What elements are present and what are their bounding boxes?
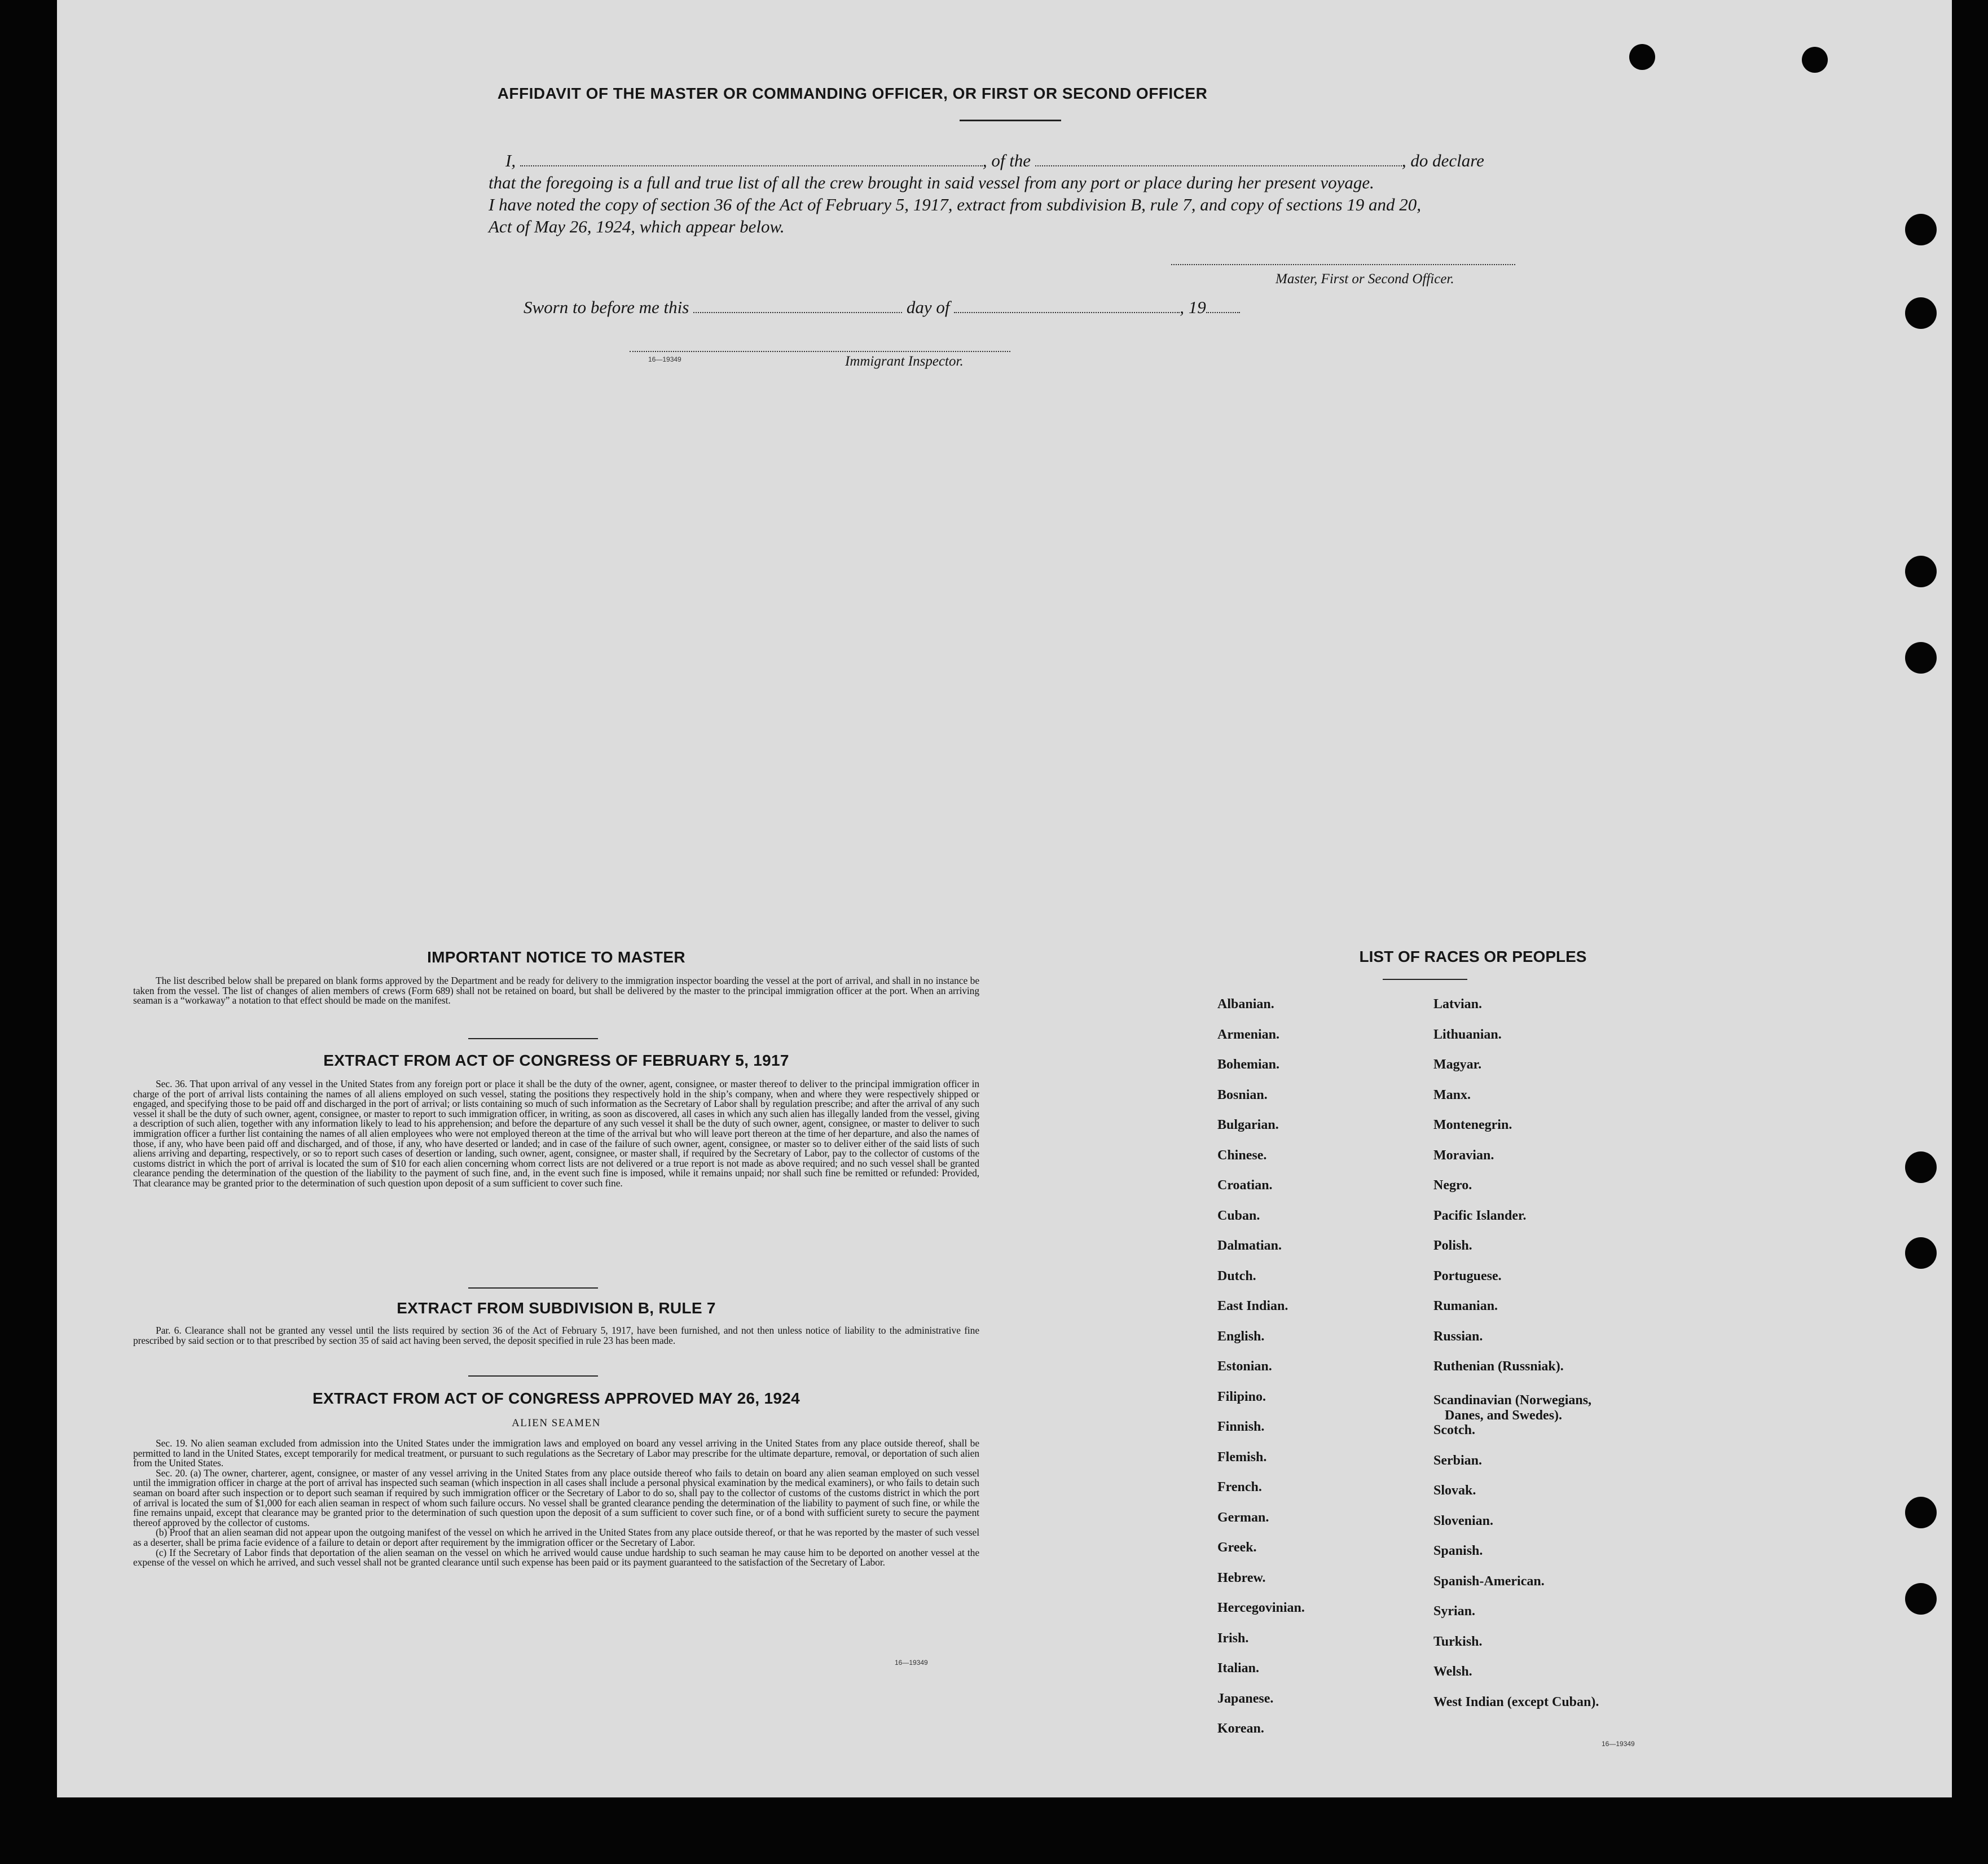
- extract-1917-title: EXTRACT FROM ACT OF CONGRESS OF FEBRUARY 5, 1917: [323, 1052, 789, 1069]
- punch-hole: [1905, 297, 1937, 329]
- punch-hole: [1905, 1497, 1937, 1528]
- race-item: Hebrew.: [1217, 1570, 1266, 1585]
- inspector-label: Immigrant Inspector.: [845, 354, 964, 369]
- race-item: Chinese.: [1217, 1148, 1267, 1163]
- race-item: Flemish.: [1217, 1449, 1267, 1465]
- sworn-prefix: Sworn to before me this: [524, 297, 689, 317]
- form-code: 16—19349: [1602, 1740, 1635, 1748]
- race-item: Filipino.: [1217, 1389, 1266, 1404]
- notice-text: The list described below shall be prepared on blank forms approved by the Department and be ready for delivery to the immigration inspector boarding the vessel at the port of arrival, and shall in no instance be taken from the vessel. The list of changes of alien members of crews (Form 689) shall not be retained on board, but shall be delivered by the master to the principal immigration officer at the port. When an arriving seaman is a “workaway” a notation to that effect should be made on the manifest.: [133, 975, 979, 1006]
- race-item: Bohemian.: [1217, 1057, 1280, 1072]
- race-item: Slovenian.: [1433, 1513, 1494, 1528]
- sworn-month-field[interactable]: [954, 297, 1180, 313]
- extract-1924-text: [133, 1439, 979, 1568]
- section-20b: (b) Proof that an alien seaman did not appear upon the outgoing manifest of the vessel on which he arrived in the United States from any place outside thereof, or that he was reported by the master of such vessel as a deserter, shall be prima facie evidence of a failure to detain or deport after requirement by the immigration officer or the Secretary of Labor.: [133, 1527, 979, 1548]
- affidavit-title: AFFIDAVIT OF THE MASTER OR COMMANDING OFFICER, OR FIRST OR SECOND OFFICER: [497, 85, 1208, 102]
- section-rule: [468, 1287, 598, 1289]
- section-19: Sec. 19. No alien seaman excluded from admission into the United States under the immigration laws and employed on board any vessel arriving in the United States from any place outside thereof, shall be permitted to land in the United States, except temporarily for medical treatment, or pursuant to such regulations as the Secretary of Labor may prescribe for the ultimate departure, removal, or deportation of such alien from the United States.: [133, 1437, 979, 1469]
- master-signature-label: Master, First or Second Officer.: [1276, 271, 1454, 287]
- punch-hole: [1802, 47, 1828, 73]
- race-item: Armenian.: [1217, 1027, 1279, 1042]
- punch-hole: [1905, 642, 1937, 674]
- extract-1924-title: EXTRACT FROM ACT OF CONGRESS APPROVED MAY 26, 1924: [313, 1390, 800, 1407]
- declarant-line: [489, 150, 1594, 172]
- race-item: Spanish-American.: [1433, 1573, 1545, 1589]
- race-item: Welsh.: [1433, 1664, 1472, 1679]
- race-item: French.: [1217, 1480, 1262, 1494]
- section-20c: (c) If the Secretary of Labor finds that deportation of the alien seaman on the vessel on which he arrived would cause undue hardship to such seaman he may cause him to be deported on another vessel at the expense of the vessel on which he arrived, and such vessel shall not be granted clearance until such expense has been paid or its payment guaranteed to the satisfaction of the Secretary of Labor.: [133, 1546, 979, 1568]
- notice-title: IMPORTANT NOTICE TO MASTER: [427, 948, 685, 966]
- race-item: Dalmatian.: [1217, 1238, 1282, 1253]
- race-item: Magyar.: [1433, 1057, 1482, 1072]
- race-item: German.: [1217, 1510, 1269, 1525]
- punch-hole: [1629, 44, 1655, 70]
- vessel-name-field[interactable]: [1035, 151, 1402, 166]
- affidavit-line: I have noted the copy of section 36 of the Act of February 5, 1917, extract from subdivision B, rule 7, and copy of sections 19 and 20,: [489, 195, 1422, 214]
- declarant-name-field[interactable]: [520, 151, 983, 166]
- race-item: Latvian.: [1433, 997, 1483, 1012]
- race-item: Montenegrin.: [1433, 1118, 1512, 1132]
- extract-1917-text: Sec. 36. That upon arrival of any vessel in the United States from any foreign port or place it shall be the duty of the owner, agent, consignee, or master thereof to deliver to the principal immigration officer in charge of the port of arrival lists containing the names of all aliens employed on such vessel, stating the positions they respectively hold in the ship’s company, when and where they were respectively shipped or engaged, and specifying those to be paid off and discharged in the port of arrival; or lists containing so much of such information as the Secretary of Labor shall by regulation prescribe; and after the arrival of any such vessel it shall be the duty of such owner, agent, consignee, or master to report to such immigration officer, in writing, as soon as discovered, all cases in which any such alien has illegally landed from the vessel, giving a description of such alien, together with any information likely to lead to his apprehension; and before the departure of any such vessel it shall be the duty of such owner, agent, consignee, or master to deliver to such immigration officer a further list containing the names of all alien employees who were not employed thereon at the time of the arrival but who will leave port thereon at the time of her departure, and also the names of those, if any, who have been paid off and discharged, and of those, if any, who have deserted or landed; and in case of the failure of such owner, agent, consignee, or master so to deliver either of the said lists of such aliens arriving and departing, respectively, or so to report such cases of desertion or landing, such owner, agent, consignee, or master shall, if required by the Secretary of Labor, pay to the collector of customs of the customs district in which the port of arrival is located the sum of $10 for each alien concerning whom correct lists are not delivered or a true report is not made as above required; and no such vessel shall be granted clearance pending the determination of the question of the liability to the payment of such fine, and, in the event such fine is imposed, while it remains unpaid; nor shall such fine be remitted or refunded: Provided, That clearance may be granted prior to the determination of such question upon deposit of a sum sufficient to cover such fine.: [133, 1078, 979, 1189]
- punch-hole: [1905, 1583, 1937, 1615]
- sworn-line: [489, 296, 1594, 318]
- race-item: English.: [1217, 1329, 1265, 1344]
- race-item: Russian.: [1433, 1329, 1483, 1344]
- race-item: Japanese.: [1217, 1691, 1274, 1706]
- race-item: Ruthenian (Russniak).: [1433, 1359, 1564, 1374]
- race-item: Greek.: [1217, 1540, 1257, 1555]
- declarant-prefix: I,: [505, 151, 516, 170]
- race-item: Bulgarian.: [1217, 1118, 1279, 1132]
- race-item: Irish.: [1217, 1630, 1249, 1646]
- race-item: Slovak.: [1433, 1483, 1476, 1498]
- vessel-prefix: , of the: [982, 151, 1031, 170]
- race-item: Bosnian.: [1217, 1087, 1268, 1102]
- punch-hole: [1905, 1237, 1937, 1269]
- master-signature-field[interactable]: [1171, 264, 1515, 265]
- day-of-label: day of: [906, 297, 950, 317]
- race-item: Korean.: [1217, 1721, 1264, 1736]
- extract-rule7-text: Par. 6. Clearance shall not be granted any vessel until the lists required by section 36 of the Act of February 5, 1917, have been furnished, and not then unless notice of liability to the administrative fine prescribed by said section or to that prescribed by section 35 of said act having been served, the deposit specified in rule 23 has been made.: [133, 1325, 979, 1346]
- race-item: West Indian (except Cuban).: [1433, 1694, 1599, 1709]
- race-item: Danes, and Swedes).: [1445, 1408, 1563, 1423]
- race-item: Dutch.: [1217, 1268, 1256, 1283]
- punch-hole: [1905, 214, 1937, 245]
- race-item: Serbian.: [1433, 1453, 1483, 1468]
- race-item: Polish.: [1433, 1238, 1472, 1253]
- race-item: Scandinavian (Norwegians,: [1433, 1392, 1592, 1408]
- section-rule: [468, 1375, 598, 1377]
- race-item: Rumanian.: [1433, 1299, 1498, 1313]
- race-item: Syrian.: [1433, 1604, 1476, 1619]
- form-code: 16—19349: [648, 355, 681, 363]
- title-rule: [960, 120, 1061, 121]
- year-prefix: , 19: [1180, 297, 1206, 317]
- race-item: Turkish.: [1433, 1634, 1483, 1649]
- race-item: Moravian.: [1433, 1148, 1494, 1163]
- section-rule: [1383, 979, 1467, 980]
- affidavit-line: Act of May 26, 1924, which appear below.: [489, 217, 785, 236]
- race-item: Estonian.: [1217, 1359, 1272, 1374]
- document-page: [57, 0, 1952, 1797]
- affidavit-line: that the foregoing is a full and true list of all the crew brought in said vessel from any port or place during her present voyage.: [489, 173, 1374, 192]
- form-code: 16—19349: [895, 1659, 928, 1667]
- race-item: Spanish.: [1433, 1544, 1483, 1558]
- affidavit-statement: [489, 150, 1594, 238]
- race-item: Croatian.: [1217, 1178, 1273, 1193]
- race-item: Manx.: [1433, 1087, 1471, 1102]
- race-item: Scotch.: [1433, 1423, 1475, 1437]
- sworn-day-field[interactable]: [693, 297, 902, 313]
- sworn-year-field[interactable]: [1206, 297, 1240, 313]
- race-item: Hercegovinian.: [1217, 1601, 1305, 1615]
- race-item: Italian.: [1217, 1661, 1260, 1676]
- race-item: Portuguese.: [1433, 1268, 1502, 1283]
- race-item: East Indian.: [1217, 1299, 1288, 1313]
- race-item: Finnish.: [1217, 1419, 1265, 1434]
- race-item: Pacific Islander.: [1433, 1208, 1527, 1223]
- race-item: Albanian.: [1217, 997, 1274, 1012]
- races-title: LIST OF RACES OR PEOPLES: [1359, 948, 1587, 965]
- race-item: Cuban.: [1217, 1208, 1260, 1223]
- inspector-signature-field[interactable]: [630, 351, 1010, 352]
- section-20a: Sec. 20. (a) The owner, charterer, agent, consignee, or master of any vessel arriving in the United States from any place outside thereof who fails to detain on board any alien seaman employed on such vessel until the immigration officer in charge at the port of arrival has inspected such seaman (which inspection in all cases shall include a personal physical examination by the medical examiners), or who fails to detain such seaman on board after such inspection or to deport such seaman if required by such immigration officer or the Secretary of Labor to do so, shall pay to the collector of customs of the customs district in which the port of arrival is located the sum of $1,000 for each alien seaman in respect of whom such failure occurs. No vessel shall be granted clearance pending the determination of the liability to payment of such fine, or while the fine remains unpaid, except that clearance may be granted prior to the determination of such question upon the deposit of a sum sufficient to cover such fine, or of a bond with sufficient surety to secure the payment thereof approved by the collector of customs.: [133, 1467, 979, 1528]
- extract-rule7-title: EXTRACT FROM SUBDIVISION B, RULE 7: [397, 1299, 716, 1317]
- punch-hole: [1905, 1151, 1937, 1183]
- race-item: Negro.: [1433, 1178, 1472, 1193]
- declare-suffix: , do declare: [1401, 151, 1484, 170]
- alien-seamen-subtitle: ALIEN SEAMEN: [512, 1417, 601, 1429]
- race-item: Lithuanian.: [1433, 1027, 1502, 1042]
- section-rule: [468, 1038, 598, 1039]
- punch-hole: [1905, 556, 1937, 587]
